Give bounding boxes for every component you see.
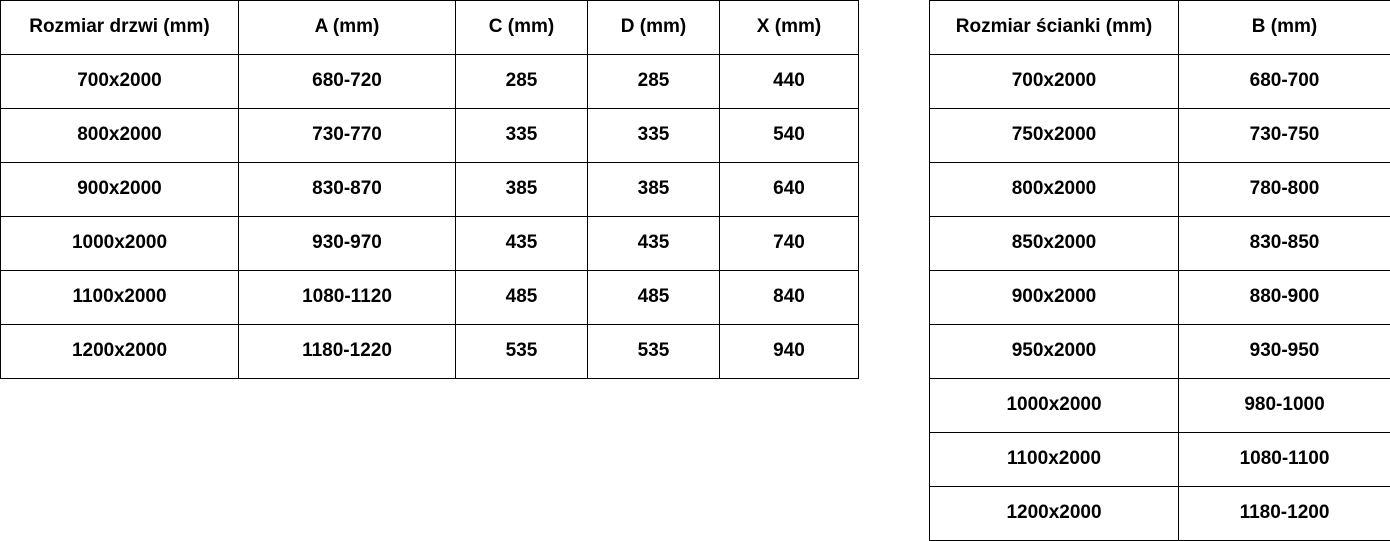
table-row bbox=[930, 163, 1390, 217]
doors-cell-a: 680-720 bbox=[239, 55, 456, 109]
doors-cell-size: 800x2000 bbox=[1, 109, 239, 163]
doors-cell-d: 335 bbox=[588, 109, 720, 163]
wall-cell-size: 1100x2000 bbox=[930, 433, 1179, 487]
table-row bbox=[1, 163, 859, 217]
table-row bbox=[930, 379, 1390, 433]
wall-cell-size: 800x2000 bbox=[930, 163, 1179, 217]
doors-cell-c: 385 bbox=[456, 163, 588, 217]
doors-cell-size: 1200x2000 bbox=[1, 325, 239, 379]
doors-cell-c: 435 bbox=[456, 217, 588, 271]
wall-dimension-table bbox=[929, 0, 1390, 541]
doors-cell-size: 1000x2000 bbox=[1, 217, 239, 271]
wall-header-b: B (mm) bbox=[1179, 1, 1390, 55]
wall-cell-b: 980-1000 bbox=[1179, 379, 1390, 433]
wall-header-size: Rozmiar ścianki (mm) bbox=[930, 1, 1179, 55]
doors-cell-x: 640 bbox=[720, 163, 859, 217]
wall-cell-size: 850x2000 bbox=[930, 217, 1179, 271]
doors-cell-x: 440 bbox=[720, 55, 859, 109]
doors-cell-d: 285 bbox=[588, 55, 720, 109]
wall-cell-b: 680-700 bbox=[1179, 55, 1390, 109]
doors-cell-d: 435 bbox=[588, 217, 720, 271]
wall-cell-b: 1180-1200 bbox=[1179, 487, 1390, 541]
doors-cell-size: 900x2000 bbox=[1, 163, 239, 217]
wall-table-body bbox=[930, 55, 1390, 541]
doors-cell-d: 385 bbox=[588, 163, 720, 217]
doors-cell-a: 1180-1220 bbox=[239, 325, 456, 379]
doors-table-body bbox=[1, 55, 859, 379]
doors-header-d: D (mm) bbox=[588, 1, 720, 55]
wall-cell-size: 700x2000 bbox=[930, 55, 1179, 109]
table-header-row bbox=[930, 1, 1390, 55]
table-row bbox=[930, 325, 1390, 379]
table-row bbox=[930, 109, 1390, 163]
wall-cell-b: 830-850 bbox=[1179, 217, 1390, 271]
wall-cell-b: 1080-1100 bbox=[1179, 433, 1390, 487]
doors-cell-a: 1080-1120 bbox=[239, 271, 456, 325]
doors-cell-a: 930-970 bbox=[239, 217, 456, 271]
table-row bbox=[930, 271, 1390, 325]
table-row bbox=[1, 271, 859, 325]
doors-header-c: C (mm) bbox=[456, 1, 588, 55]
doors-dimension-table bbox=[0, 0, 859, 379]
doors-cell-c: 335 bbox=[456, 109, 588, 163]
table-row bbox=[1, 55, 859, 109]
table-header-row bbox=[1, 1, 859, 55]
doors-table-header bbox=[1, 1, 859, 55]
wall-cell-b: 880-900 bbox=[1179, 271, 1390, 325]
table-row bbox=[930, 487, 1390, 541]
doors-cell-x: 940 bbox=[720, 325, 859, 379]
doors-cell-size: 1100x2000 bbox=[1, 271, 239, 325]
wall-cell-size: 950x2000 bbox=[930, 325, 1179, 379]
wall-cell-size: 900x2000 bbox=[930, 271, 1179, 325]
table-row bbox=[1, 109, 859, 163]
wall-cell-b: 780-800 bbox=[1179, 163, 1390, 217]
doors-cell-x: 840 bbox=[720, 271, 859, 325]
table-row bbox=[930, 55, 1390, 109]
doors-cell-d: 535 bbox=[588, 325, 720, 379]
table-row bbox=[930, 217, 1390, 271]
doors-header-size: Rozmiar drzwi (mm) bbox=[1, 1, 239, 55]
doors-cell-c: 285 bbox=[456, 55, 588, 109]
table-row bbox=[930, 433, 1390, 487]
wall-table-header bbox=[930, 1, 1390, 55]
table-row bbox=[1, 325, 859, 379]
doors-cell-x: 740 bbox=[720, 217, 859, 271]
wall-cell-b: 930-950 bbox=[1179, 325, 1390, 379]
doors-header-a: A (mm) bbox=[239, 1, 456, 55]
doors-cell-d: 485 bbox=[588, 271, 720, 325]
doors-cell-a: 730-770 bbox=[239, 109, 456, 163]
doors-cell-c: 535 bbox=[456, 325, 588, 379]
doors-cell-x: 540 bbox=[720, 109, 859, 163]
table-row bbox=[1, 217, 859, 271]
doors-cell-size: 700x2000 bbox=[1, 55, 239, 109]
wall-cell-size: 750x2000 bbox=[930, 109, 1179, 163]
doors-cell-c: 485 bbox=[456, 271, 588, 325]
wall-cell-size: 1000x2000 bbox=[930, 379, 1179, 433]
wall-cell-b: 730-750 bbox=[1179, 109, 1390, 163]
wall-cell-size: 1200x2000 bbox=[930, 487, 1179, 541]
doors-cell-a: 830-870 bbox=[239, 163, 456, 217]
doors-header-x: X (mm) bbox=[720, 1, 859, 55]
